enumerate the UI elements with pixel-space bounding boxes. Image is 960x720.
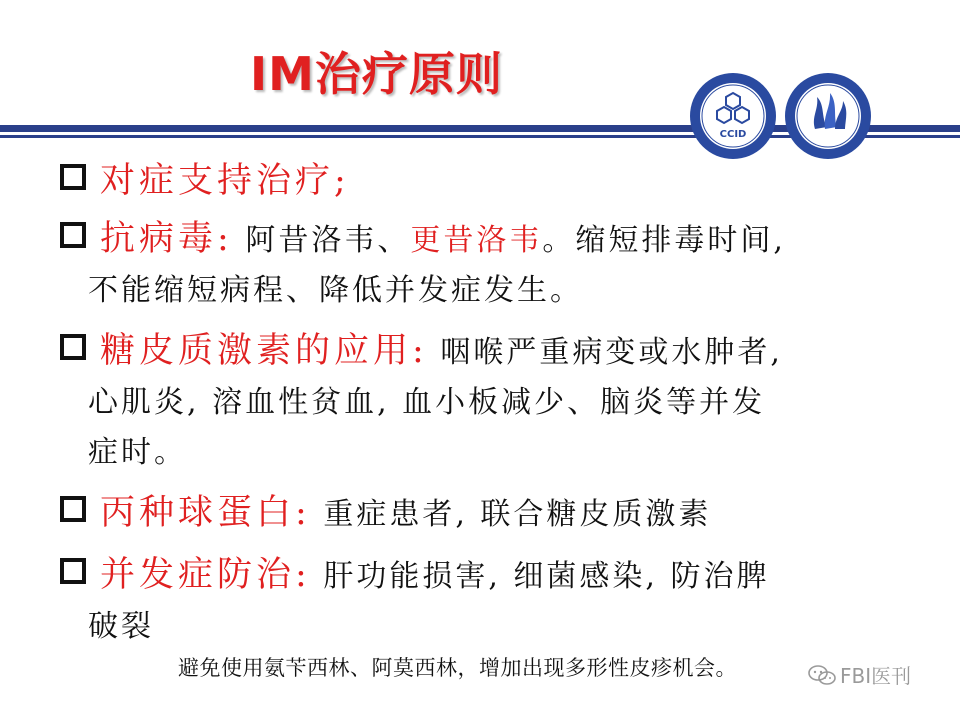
wechat-icon xyxy=(808,664,836,686)
checkbox-icon xyxy=(60,334,86,360)
checkbox-icon xyxy=(60,164,86,190)
watermark-text: FBI医刊 xyxy=(840,664,912,688)
bullet-keyword: 丙种球蛋白: xyxy=(100,493,311,533)
watermark xyxy=(808,660,911,689)
bullet-item xyxy=(60,326,920,478)
bullet-item xyxy=(60,550,920,652)
bullet-text: 阿昔洛韦、 xyxy=(245,223,411,258)
ccid-logo-text: CCID xyxy=(719,129,747,140)
bullet-continuation: 心肌炎, 溶血性贫血, 血小板减少、脑炎等并发 xyxy=(88,385,766,420)
footnote: 避免使用氨苄西林、阿莫西林，增加出现多形性皮疹机会。 xyxy=(178,656,737,680)
bullet-keyword: 抗病毒: xyxy=(100,219,233,259)
slide-title: IM治疗原则 xyxy=(250,47,503,101)
bullet-continuation: 症时。 xyxy=(88,435,187,470)
bullet-highlight: 更昔洛韦 xyxy=(410,223,543,258)
bullet-keyword: 并发症防治: xyxy=(100,555,311,595)
bullet-item xyxy=(60,156,920,206)
bullet-continuation: 破裂 xyxy=(88,609,154,644)
bullet-text: 。缩短排毒时间, xyxy=(542,223,786,258)
ccid-logo xyxy=(688,71,778,161)
bullet-continuation: 不能缩短病程、降低并发症发生。 xyxy=(88,273,583,308)
bullet-item xyxy=(60,488,920,540)
bullet-keyword: 对症支持治疗; xyxy=(100,161,350,201)
university-hospital-logo xyxy=(783,71,873,161)
checkbox-icon xyxy=(60,496,86,522)
checkbox-icon xyxy=(60,558,86,584)
checkbox-icon xyxy=(60,222,86,248)
bullet-text: 重症患者, 联合糖皮质激素 xyxy=(323,497,712,532)
bullet-keyword: 糖皮质激素的应用: xyxy=(100,331,428,371)
bullet-list xyxy=(60,156,920,652)
bullet-item xyxy=(60,214,920,316)
bullet-text: 肝功能损害, 细菌感染, 防治脾 xyxy=(323,559,770,594)
bullet-text: 咽喉严重病变或水肿者, xyxy=(440,335,783,370)
